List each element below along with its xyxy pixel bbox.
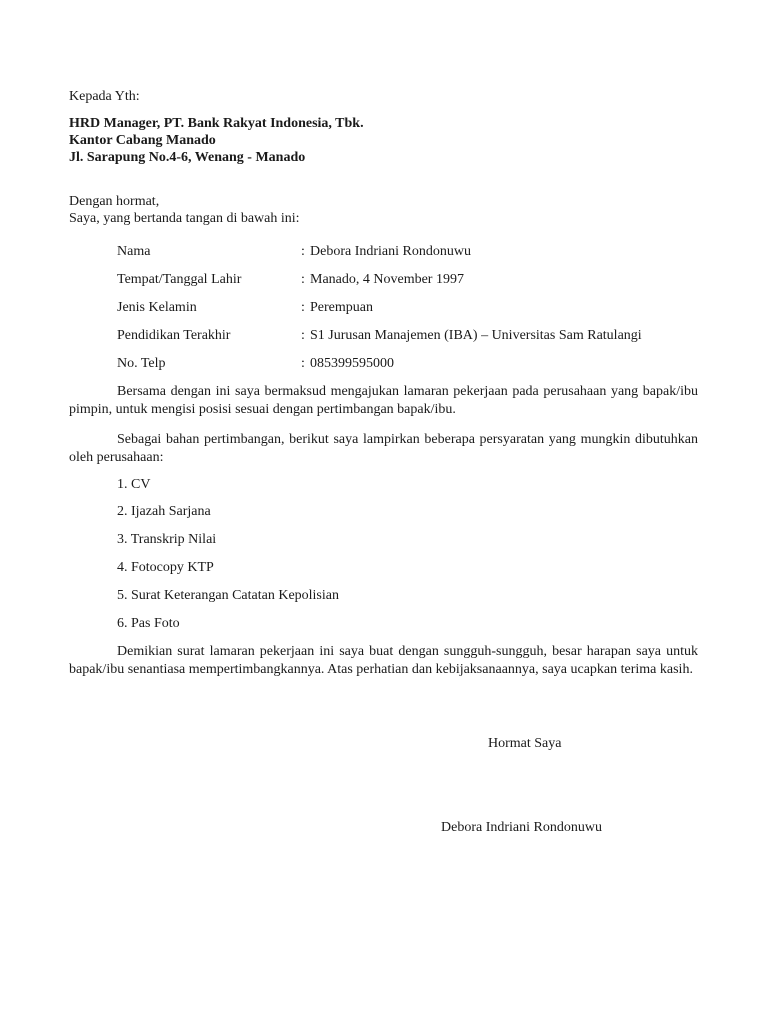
- field-value: S1 Jurusan Manajemen (IBA) – Universitas Sam Ratulangi: [310, 328, 642, 343]
- field-label: Nama: [117, 244, 151, 259]
- requirement-item: 2. Ijazah Sarjana: [117, 504, 211, 519]
- intro-line: Saya, yang bertanda tangan di bawah ini:: [69, 211, 300, 226]
- requirement-item: 3. Transkrip Nilai: [117, 532, 217, 547]
- field-label: No. Telp: [117, 356, 166, 371]
- field-colon: :: [301, 272, 305, 287]
- paragraph-attachments-intro: Sebagai bahan pertimbangan, berikut saya lampirkan beberapa persyaratan yang mungkin dibutuhkan oleh perusahaan:: [69, 432, 698, 465]
- field-colon: :: [301, 328, 305, 343]
- paragraph-application: Bersama dengan ini saya bermaksud mengajukan lamaran pekerjaan pada perusahaan yang bapak/ibu pimpin, untuk mengisi posisi sesuai dengan pertimbangan bapak/ibu.: [69, 384, 698, 417]
- field-row-birth: [117, 271, 717, 289]
- requirement-item: 4. Fotocopy KTP: [117, 560, 214, 575]
- closing-regards: Hormat Saya: [488, 736, 562, 751]
- field-label: Jenis Kelamin: [117, 300, 197, 315]
- field-colon: :: [301, 300, 305, 315]
- field-colon: :: [301, 244, 305, 259]
- field-label: Pendidikan Terakhir: [117, 328, 231, 343]
- field-value: Perempuan: [310, 300, 373, 315]
- signatory-name: Debora Indriani Rondonuwu: [441, 820, 602, 835]
- field-value: 085399595000: [310, 356, 394, 371]
- paragraph-closing: Demikian surat lamaran pekerjaan ini saya buat dengan sungguh-sungguh, besar harapan saya untuk bapak/ibu senantiasa mempertimbangkannya. Atas perhatian dan kebijaksanaannya, saya ucapkan terima kasih.: [69, 644, 698, 677]
- recipient-line-3: Jl. Sarapung No.4-6, Wenang - Manado: [69, 150, 306, 165]
- field-row-education: [117, 327, 717, 345]
- field-row-name: [117, 243, 717, 261]
- field-row-gender: [117, 299, 717, 317]
- requirement-item: 6. Pas Foto: [117, 616, 180, 631]
- field-row-phone: [117, 355, 717, 373]
- recipient-line-1: HRD Manager, PT. Bank Rakyat Indonesia, Tbk.: [69, 116, 364, 131]
- greeting: Dengan hormat,: [69, 194, 160, 209]
- recipient-line-2: Kantor Cabang Manado: [69, 133, 216, 148]
- field-colon: :: [301, 356, 305, 371]
- requirement-item: 1. CV: [117, 477, 151, 492]
- recipient-salutation: Kepada Yth:: [69, 89, 140, 104]
- field-value: Manado, 4 November 1997: [310, 272, 464, 287]
- requirement-item: 5. Surat Keterangan Catatan Kepolisian: [117, 588, 339, 603]
- field-value: Debora Indriani Rondonuwu: [310, 244, 471, 259]
- field-label: Tempat/Tanggal Lahir: [117, 272, 242, 287]
